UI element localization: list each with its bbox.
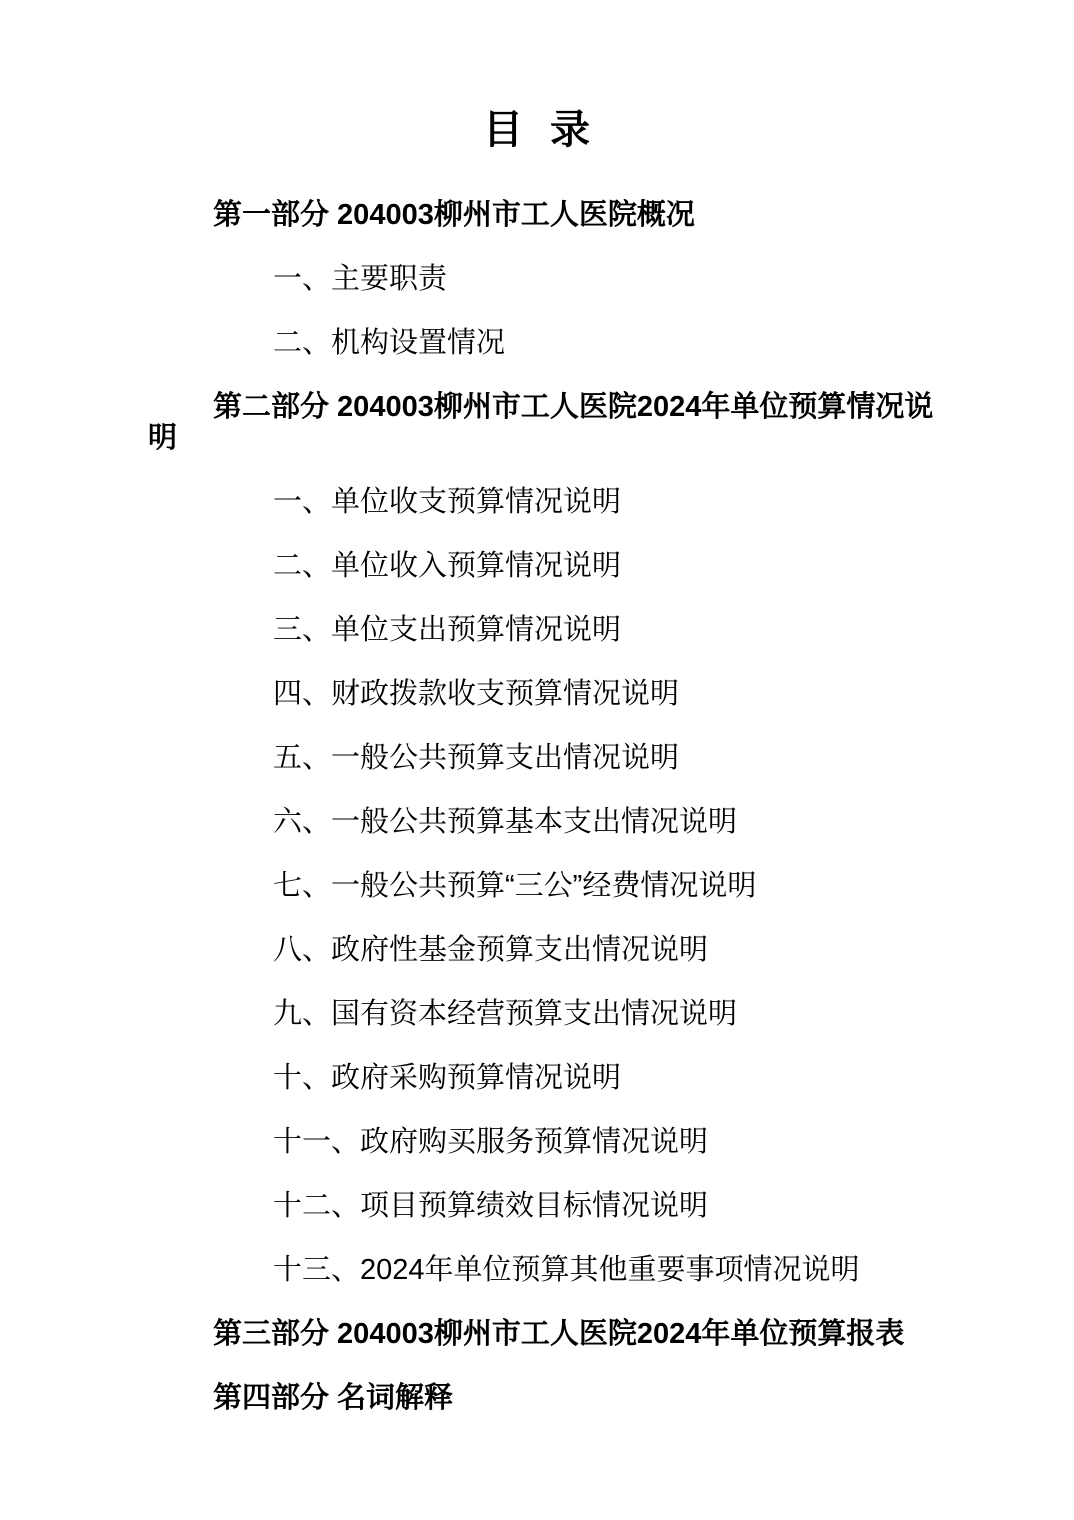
- toc-item-part2-9: 九、国有资本经营预算支出情况说明: [273, 998, 738, 1030]
- toc-part-3-heading: 第三部分 204003柳州市工人医院2024年单位预算报表: [213, 1318, 905, 1350]
- toc-part-2-heading-line-2: 明: [148, 422, 178, 454]
- toc-item-part2-12: 十二、项目预算绩效目标情况说明: [273, 1190, 709, 1222]
- toc-part-4-heading: 第四部分 名词解释: [213, 1382, 454, 1414]
- toc-item-part2-8: 八、政府性基金预算支出情况说明: [273, 934, 709, 966]
- toc-part-2-heading: [148, 391, 934, 454]
- toc-item-part2-3: 三、单位支出预算情况说明: [273, 614, 622, 646]
- page-title: 目 录: [482, 108, 592, 152]
- toc-part-1-heading: 第一部分 204003柳州市工人医院概况: [213, 199, 695, 231]
- toc-item-part2-2: 二、单位收入预算情况说明: [273, 550, 622, 582]
- toc-item-part2-10: 十、政府采购预算情况说明: [273, 1062, 622, 1094]
- toc-item-part2-5: 五、一般公共预算支出情况说明: [273, 742, 680, 774]
- toc-item-part1-1: 一、主要职责: [273, 263, 448, 295]
- toc-item-part1-2: 二、机构设置情况: [273, 327, 506, 359]
- toc-part-2-heading-line-1: 第二部分 204003柳州市工人医院2024年单位预算情况说: [213, 391, 934, 423]
- toc-item-part2-1: 一、单位收支预算情况说明: [273, 486, 622, 518]
- toc-item-part2-7: 七、一般公共预算“三公”经费情况说明: [273, 870, 757, 902]
- toc-item-part2-11: 十一、政府购买服务预算情况说明: [273, 1126, 709, 1158]
- toc-item-part2-13: 十三、2024年单位预算其他重要事项情况说明: [273, 1254, 860, 1286]
- toc-item-part2-4: 四、财政拨款收支预算情况说明: [273, 678, 680, 710]
- toc-item-part2-6: 六、一般公共预算基本支出情况说明: [273, 806, 738, 838]
